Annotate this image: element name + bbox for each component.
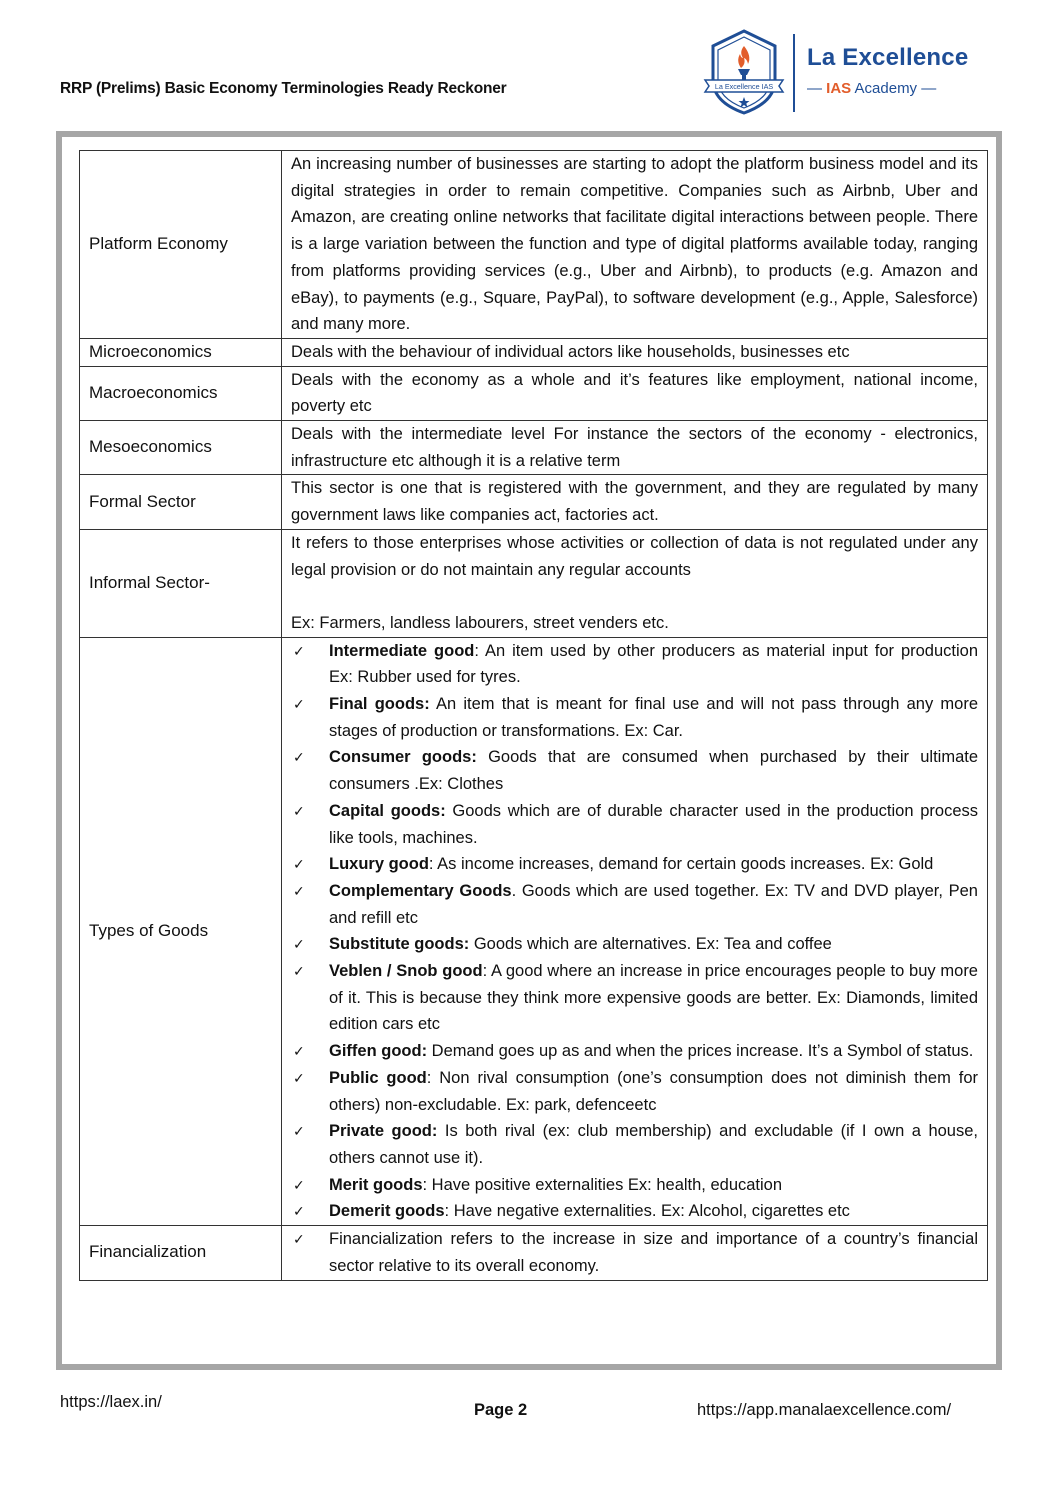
- goods-list: [291, 638, 978, 1225]
- checkmark-icon: ✓: [293, 1123, 305, 1140]
- table-row: [80, 338, 988, 366]
- term-cell: Types of Goods: [80, 637, 282, 1225]
- goods-name: Substitute goods:: [329, 935, 470, 954]
- goods-name: Intermediate good: [329, 641, 475, 660]
- goods-desc: : Have negative externalities. Ex: Alcohol, cigarettes etc: [444, 1202, 850, 1221]
- goods-desc: : An item used by other producers as material input for production Ex: Rubber used for tyres.: [329, 641, 978, 687]
- goods-name: Public good: [329, 1068, 427, 1087]
- list-item: [291, 1038, 978, 1065]
- terminology-table: [79, 150, 988, 1281]
- list-item: [291, 1065, 978, 1118]
- definition-cell: [282, 637, 988, 1225]
- logo-ias: IAS: [826, 80, 852, 97]
- definition-text: Deals with the behaviour of individual actors like households, businesses etc: [291, 342, 850, 361]
- checkmark-icon: ✓: [293, 1043, 305, 1060]
- goods-name: Final goods:: [329, 695, 430, 714]
- table-row: [80, 475, 988, 529]
- goods-name: Consumer goods:: [329, 748, 477, 767]
- goods-desc: : A good where an increase in price encourages people to buy more of it. This is because they think more expensive goods are better. Ex: Diamonds, limited edition cars etc: [329, 962, 978, 1034]
- logo-dash-left: —: [807, 80, 822, 97]
- definition-cell: [282, 421, 988, 475]
- footer-left-link[interactable]: https://laex.in/: [60, 1393, 162, 1411]
- definition-cell: [282, 151, 988, 339]
- logo-brand: La Excellence: [807, 44, 969, 71]
- list-item: [291, 878, 978, 931]
- logo-academy: Academy: [854, 80, 918, 97]
- table-row: [80, 637, 988, 1225]
- definition-text: It refers to those enterprises whose activities or collection of data is not regulated under any legal provision or do not maintain any regular accounts: [291, 533, 978, 579]
- definition-cell: [282, 1226, 988, 1280]
- checkmark-icon: ✓: [293, 963, 305, 980]
- goods-name: Luxury good: [329, 855, 429, 874]
- table-row: [80, 1226, 988, 1280]
- goods-name: Capital goods:: [329, 801, 446, 820]
- definition-text: Deals with the economy as a whole and it’s features like employment, national income, poverty etc: [291, 370, 978, 416]
- list-item: [291, 851, 978, 878]
- list-item: [291, 958, 978, 1038]
- checkmark-icon: ✓: [293, 1231, 305, 1248]
- definition-text: This sector is one that is registered with the government, and they are regulated by many government laws like companies act, factories act.: [291, 479, 978, 525]
- financialization-list: [291, 1226, 978, 1279]
- goods-desc: Goods which are of durable character used in the production process like tools, machines.: [329, 801, 978, 847]
- page-number: Page 2: [474, 1401, 528, 1419]
- goods-desc: : As income increases, demand for certain goods increases. Ex: Gold: [428, 855, 934, 874]
- definition-cell: [282, 475, 988, 529]
- list-item: [291, 1226, 978, 1279]
- term-cell: Formal Sector: [80, 475, 282, 529]
- goods-name: Demerit goods: [329, 1202, 445, 1221]
- checkmark-icon: ✓: [293, 802, 305, 819]
- goods-desc: : Have positive externalities Ex: health, education: [422, 1175, 783, 1194]
- term-cell: Microeconomics: [80, 338, 282, 366]
- list-item: [291, 638, 978, 691]
- torch-shield-icon: [703, 28, 785, 116]
- definition-text: An increasing number of businesses are starting to adopt the platform business model and its digital strategies in order to remain competitive. Companies such as Airbnb, Uber and Amazon, are creating online networks that facilitate digital interactions between people. There is a large variation between the function and type of digital platforms available today, ranging from platforms providing services (e.g., Uber and Airbnb), to products (e.g. Amazon and eBay), to payments (e.g., Square, PayPal), to software development (e.g., Apple, Salesforce) and many more.: [291, 155, 978, 334]
- checkmark-icon: ✓: [293, 856, 305, 873]
- list-item: [291, 1198, 978, 1225]
- goods-name: Veblen / Snob good: [329, 962, 483, 981]
- goods-name: Private good:: [329, 1122, 438, 1141]
- definition-text: Deals with the intermediate level For instance the sectors of the economy - electronics, infrastructure etc although it is a relative term: [291, 425, 978, 470]
- checkmark-icon: ✓: [293, 642, 305, 659]
- checkmark-icon: ✓: [293, 696, 305, 713]
- list-item: [291, 798, 978, 851]
- document-title: RRP (Prelims) Basic Economy Terminologies Ready Reckoner: [60, 80, 507, 97]
- table-row: [80, 529, 988, 637]
- goods-desc: : Non rival consumption (one’s consumption does not diminish them for others) non-excludable. Ex: park, defenceetc: [329, 1068, 978, 1114]
- badge-ribbon-text: La Excellence IAS: [714, 82, 774, 91]
- term-cell: Mesoeconomics: [80, 421, 282, 475]
- academy-logo: [703, 28, 975, 116]
- table-row: [80, 421, 988, 475]
- checkmark-icon: ✓: [293, 882, 305, 899]
- goods-desc: Goods that are consumed when purchased by their ultimate consumers .Ex: Clothes: [329, 748, 978, 794]
- term-cell: Financialization: [80, 1226, 282, 1280]
- goods-name: Giffen good:: [329, 1042, 428, 1061]
- list-item: [291, 744, 978, 797]
- table-row: [80, 151, 988, 339]
- list-item: [291, 1118, 978, 1171]
- definition-cell: [282, 366, 988, 420]
- table-row: [80, 366, 988, 420]
- definition-cell: [282, 529, 988, 637]
- financialization-desc: Financialization refers to the increase in size and importance of a country’s financial sector relative to its overall economy.: [329, 1230, 978, 1275]
- goods-desc: Is both rival (ex: club membership) and excludable (if I own a house, others cannot use it).: [329, 1122, 978, 1167]
- goods-desc: Goods which are alternatives. Ex: Tea and coffee: [469, 935, 832, 954]
- footer-right-link[interactable]: https://app.manalaexcellence.com/: [697, 1401, 952, 1419]
- content-frame: [56, 131, 1002, 1370]
- logo-divider: [793, 34, 795, 112]
- goods-name: Merit goods: [329, 1175, 423, 1194]
- definition-example: Ex: Farmers, landless labourers, street venders etc.: [291, 613, 669, 632]
- list-item: [291, 931, 978, 958]
- checkmark-icon: ✓: [293, 749, 305, 766]
- checkmark-icon: ✓: [293, 936, 305, 953]
- checkmark-icon: ✓: [293, 1176, 305, 1193]
- blank-line: [291, 583, 978, 610]
- checkmark-icon: ✓: [293, 1069, 305, 1086]
- checkmark-icon: ✓: [293, 1203, 305, 1220]
- goods-name: Complementary Goods: [329, 881, 512, 900]
- list-item: [291, 1172, 978, 1199]
- goods-desc: . Goods which are used together. Ex: TV and DVD player, Pen and refill etc: [329, 881, 978, 927]
- goods-desc: Demand goes up as and when the prices increase. It’s a Symbol of status.: [427, 1042, 974, 1061]
- term-cell: Informal Sector-: [80, 529, 282, 637]
- term-cell: Platform Economy: [80, 151, 282, 339]
- term-cell: Macroeconomics: [80, 366, 282, 420]
- definition-cell: [282, 338, 988, 366]
- logo-dash-right: —: [921, 80, 937, 97]
- goods-desc: An item that is meant for final use and will not pass through any more stages of production or transformations. Ex: Car.: [329, 695, 978, 740]
- list-item: [291, 691, 978, 744]
- logo-subtitle: [807, 80, 936, 97]
